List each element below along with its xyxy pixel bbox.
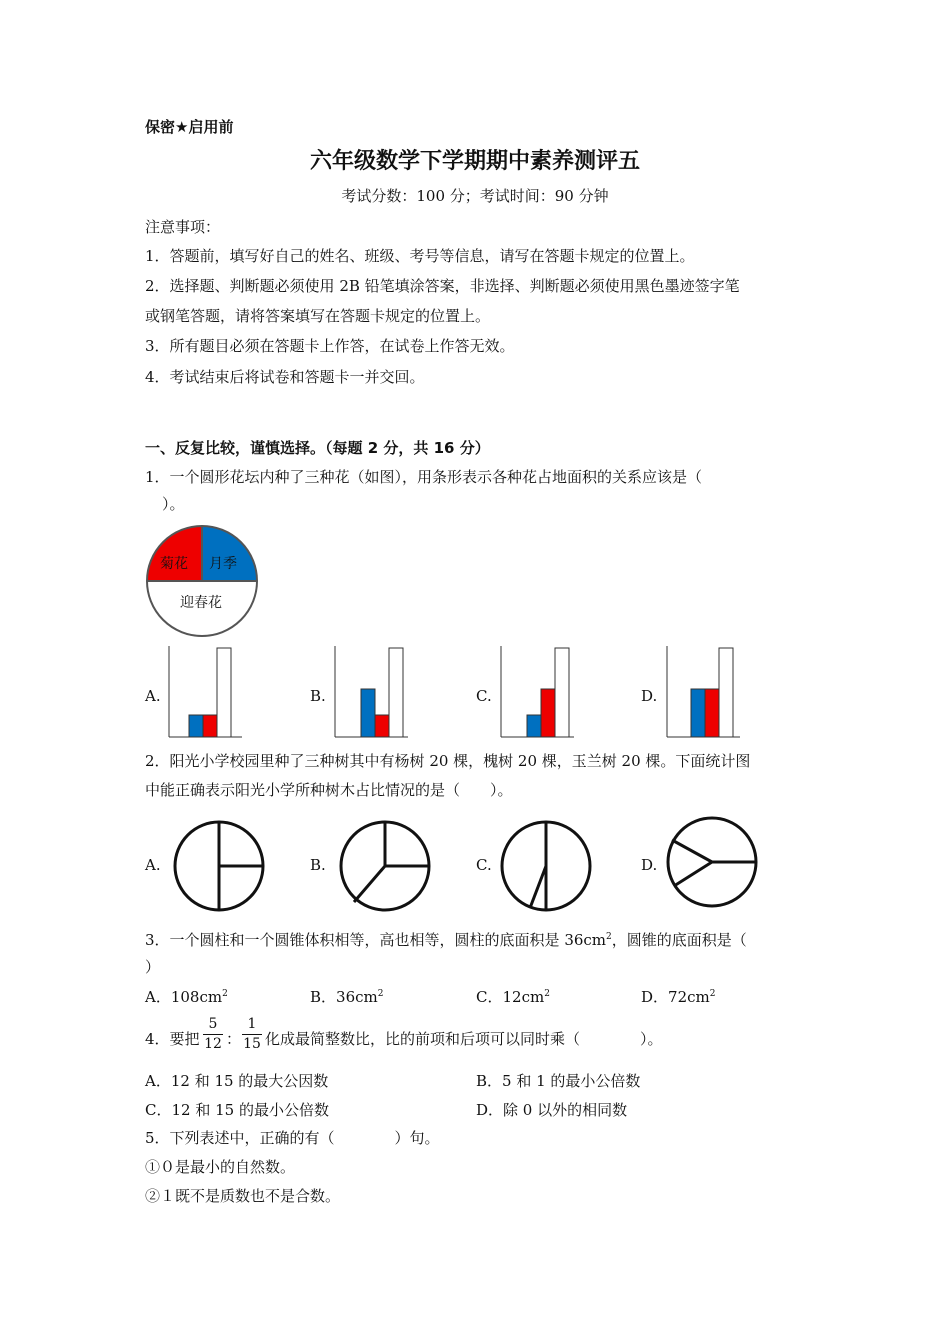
notice-item: 2．选择题、判断题必须使用 2B 铅笔填涂答案，非选择、判断题必须使用黑色墨迹签字笔 bbox=[145, 277, 740, 295]
ratio-colon: ： bbox=[226, 1030, 242, 1048]
question-3-text-cont: ） bbox=[145, 958, 161, 976]
bar-white bbox=[555, 648, 569, 737]
q1-option-b-label[interactable]: B. bbox=[310, 687, 326, 705]
confidential-label: 保密★启用前 bbox=[145, 118, 234, 136]
q1-option-b-chart[interactable] bbox=[334, 646, 410, 738]
q1-option-a-label[interactable]: A. bbox=[145, 687, 161, 705]
question-1-text: 1．一个圆形花坛内种了三种花（如图），用条形表示各种花占地面积的关系应该是（ bbox=[145, 468, 703, 486]
pie-label-winter-jasmine: 迎春花 bbox=[180, 595, 222, 611]
pie-label-chrysanthemum: 菊花 bbox=[160, 556, 188, 572]
bar-red bbox=[705, 689, 719, 737]
q2-option-d-label[interactable]: D. bbox=[641, 856, 658, 874]
q4-option-a[interactable]: A．12 和 15 的最大公因数 bbox=[145, 1072, 329, 1090]
q2-option-a-pie[interactable] bbox=[173, 820, 265, 912]
bar-blue bbox=[691, 689, 705, 737]
notice-item: 或钢笔答题，请将答案填写在答题卡规定的位置上。 bbox=[145, 307, 491, 325]
bar-red bbox=[375, 715, 389, 737]
q4-option-b[interactable]: B．5 和 1 的最小公倍数 bbox=[476, 1072, 641, 1090]
q1-option-c-chart[interactable] bbox=[500, 646, 576, 738]
q2-option-d-pie[interactable] bbox=[666, 816, 758, 908]
fraction-1-15: 1 15 bbox=[243, 1016, 261, 1052]
fraction-5-12: 5 12 bbox=[204, 1016, 222, 1052]
q2-option-c-pie[interactable] bbox=[500, 820, 592, 912]
bar-blue bbox=[361, 689, 375, 737]
notice-item: 1．答题前，填写好自己的姓名、班级、考号等信息，请写在答题卡规定的位置上。 bbox=[145, 247, 695, 265]
notice-heading: 注意事项： bbox=[145, 218, 221, 236]
flower-bed-pie bbox=[145, 524, 259, 638]
q4-option-c[interactable]: C．12 和 15 的最小公倍数 bbox=[145, 1101, 329, 1119]
q4-option-d[interactable]: D．除 0 以外的相同数 bbox=[476, 1101, 628, 1119]
bar-white bbox=[217, 648, 231, 737]
q5-statement: ①０是最小的自然数。 bbox=[145, 1158, 296, 1176]
q2-option-b-pie[interactable] bbox=[339, 820, 431, 912]
pie-label-rose: 月季 bbox=[209, 556, 237, 572]
question-2-text-cont: 中能正确表示阳光小学所种树木占比情况的是（ ）。 bbox=[145, 781, 513, 799]
question-4-suffix: 化成最简整数比，比的前项和后项可以同时乘（ ）。 bbox=[265, 1030, 663, 1048]
exam-info: 考试分数：100 分；考试时间：90 分钟 bbox=[341, 187, 609, 205]
bar-red bbox=[541, 689, 555, 737]
q3-option-d[interactable]: D．$72cm^2$ bbox=[641, 988, 716, 1006]
q1-option-d-label[interactable]: D. bbox=[641, 687, 658, 705]
q3-option-a[interactable]: A．$108cm^2$ bbox=[145, 988, 228, 1006]
notice-item: 3．所有题目必须在答题卡上作答，在试卷上作答无效。 bbox=[145, 337, 515, 355]
q2-option-b-label[interactable]: B. bbox=[310, 856, 326, 874]
q1-option-c-label[interactable]: C. bbox=[476, 687, 492, 705]
question-2-text: 2．阳光小学校园里种了三种树其中有杨树 20 棵，槐树 20 棵，玉兰树 20 棵。下面统计图 bbox=[145, 752, 751, 770]
q2-option-a-label[interactable]: A. bbox=[145, 856, 161, 874]
q3-option-c[interactable]: C．$12cm^2$ bbox=[476, 988, 550, 1006]
question-4-prefix: 4．要把 bbox=[145, 1030, 200, 1048]
question-1-text-cont: ）。 bbox=[162, 495, 185, 513]
q1-option-a-chart[interactable] bbox=[168, 646, 244, 738]
page-title: 六年级数学下学期期中素养测评五 bbox=[309, 149, 640, 174]
notice-item: 4．考试结束后将试卷和答题卡一并交回。 bbox=[145, 368, 425, 386]
q5-statement: ②１既不是质数也不是合数。 bbox=[145, 1187, 341, 1205]
q1-option-d-chart[interactable] bbox=[666, 646, 742, 738]
bar-blue bbox=[527, 715, 541, 737]
question-5-text: 5．下列表述中，正确的有（ ）句。 bbox=[145, 1129, 440, 1147]
section-heading: 一、反复比较，谨慎选择。（每题 2 分，共 16 分） bbox=[145, 439, 490, 457]
bar-blue bbox=[189, 715, 203, 737]
q2-option-c-label[interactable]: C. bbox=[476, 856, 492, 874]
bar-white bbox=[389, 648, 403, 737]
bar-white bbox=[719, 648, 733, 737]
bar-red bbox=[203, 715, 217, 737]
question-3-text: 3．一个圆柱和一个圆锥体积相等，高也相等，圆柱的底面积是 $36cm^2$，圆锥的底面积是（ bbox=[145, 931, 747, 949]
q3-option-b[interactable]: B．$36cm^2$ bbox=[310, 988, 384, 1006]
